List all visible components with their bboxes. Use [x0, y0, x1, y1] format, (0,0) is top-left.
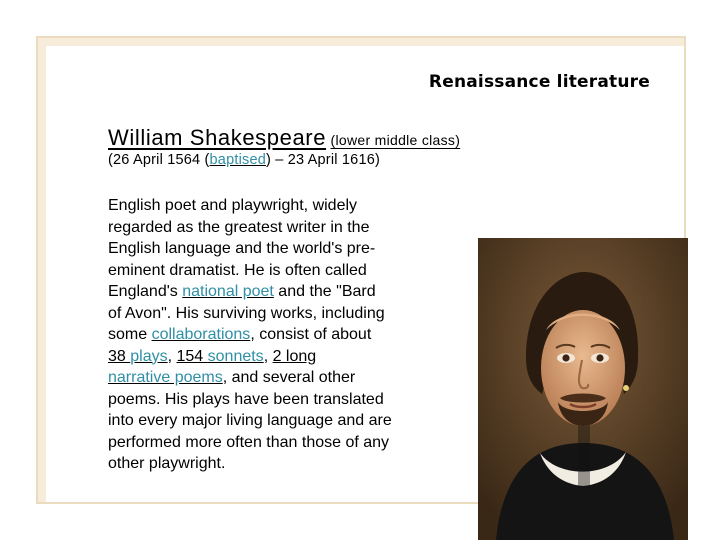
shakespeare-portrait [478, 238, 688, 540]
bio-line: performed more often than those of any [108, 433, 390, 451]
bio-line: regarded as the greatest writer in the [108, 218, 370, 236]
life-dates [108, 152, 380, 168]
bio-text: , [167, 347, 177, 365]
slide-title: Renaissance literature [428, 72, 650, 92]
national-poet-link[interactable]: national poet [182, 283, 274, 300]
bio-line: poems. His plays have been translated [108, 390, 384, 408]
subject-heading [108, 125, 460, 151]
plays-link[interactable]: plays [130, 347, 168, 365]
right-eye [596, 354, 603, 361]
bio-line: into every major living language and are [108, 412, 392, 429]
bio-text: 38 [108, 347, 131, 365]
bio-line [108, 281, 438, 303]
class-note: (lower middle class) [330, 132, 461, 148]
bio-line [108, 367, 438, 389]
left-eye [562, 354, 569, 361]
bio-text: some [108, 326, 152, 343]
narrative-poems-link[interactable]: narrative poems [108, 369, 223, 386]
bio-line: of Avon". His surviving works, including [108, 304, 385, 322]
sonnets-link[interactable]: sonnets [207, 347, 264, 365]
bio-text: , and several other [222, 369, 356, 386]
face-shape [541, 310, 625, 426]
collaborations-link[interactable]: collaborations [151, 326, 251, 343]
bio-text: , consist of about [250, 326, 372, 343]
bio-line: English poet and playwright, widely [108, 197, 358, 214]
dates-open: (26 April 1564 ( [108, 152, 210, 168]
bio-text: 154 [176, 347, 208, 365]
bio-line: eminent dramatist. He is often called [108, 261, 367, 279]
bio-line: other playwright. [108, 455, 226, 472]
earring [623, 385, 629, 391]
bio-line [108, 346, 438, 368]
bio-line [108, 324, 438, 346]
baptised-link[interactable]: baptised [209, 152, 266, 168]
bio-text: , [263, 347, 273, 365]
bio-text: 2 long [272, 347, 317, 365]
dates-close: ) – 23 April 1616) [265, 152, 380, 168]
bio-text: and the "Bard [273, 283, 376, 300]
bio-line: English language and the world's pre- [108, 240, 376, 257]
subject-name: William Shakespeare [108, 125, 327, 150]
biography-paragraph [108, 195, 438, 475]
portrait-illustration [478, 238, 688, 540]
bio-text: England's [108, 283, 183, 300]
